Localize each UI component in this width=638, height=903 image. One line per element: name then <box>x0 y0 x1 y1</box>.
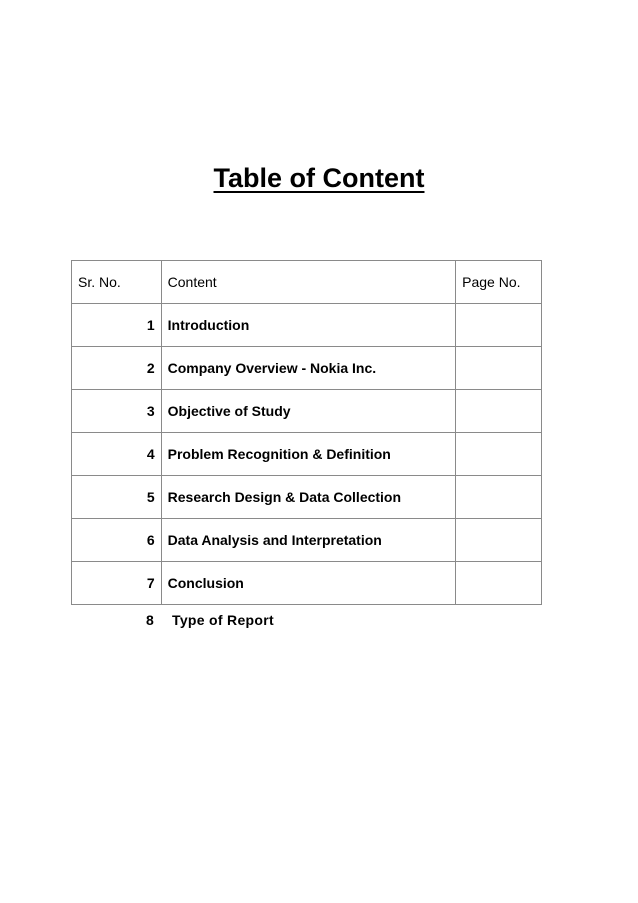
row-sr-no: 1 <box>72 304 162 347</box>
table-row <box>72 562 542 605</box>
row-content: Company Overview - Nokia Inc. <box>161 347 456 390</box>
table-row <box>72 476 542 519</box>
row-content: Conclusion <box>161 562 456 605</box>
row-page-no <box>456 347 542 390</box>
row-content: Research Design & Data Collection <box>161 476 456 519</box>
row-sr-no: 4 <box>72 433 162 476</box>
row-page-no <box>456 562 542 605</box>
toc-table <box>71 260 542 605</box>
header-sr-no: Sr. No. <box>72 261 162 304</box>
table-row <box>72 347 542 390</box>
table-row <box>72 519 542 562</box>
row-content: Objective of Study <box>161 390 456 433</box>
extra-item-sr-no: 8 <box>146 612 154 628</box>
page-title: Table of Content <box>213 163 425 193</box>
row-page-no <box>456 390 542 433</box>
row-sr-no: 7 <box>72 562 162 605</box>
row-content: Introduction <box>161 304 456 347</box>
row-content: Problem Recognition & Definition <box>161 433 456 476</box>
row-page-no <box>456 304 542 347</box>
row-page-no <box>456 519 542 562</box>
row-sr-no: 2 <box>72 347 162 390</box>
header-content: Content <box>161 261 456 304</box>
row-sr-no: 3 <box>72 390 162 433</box>
row-content: Data Analysis and Interpretation <box>161 519 456 562</box>
table-row <box>72 390 542 433</box>
row-page-no <box>456 476 542 519</box>
row-sr-no: 6 <box>72 519 162 562</box>
row-sr-no: 5 <box>72 476 162 519</box>
table-row <box>72 304 542 347</box>
table-row <box>72 433 542 476</box>
extra-item-content: Type of Report <box>172 612 274 628</box>
header-page-no: Page No. <box>456 261 542 304</box>
table-header-row <box>72 261 542 304</box>
row-page-no <box>456 433 542 476</box>
